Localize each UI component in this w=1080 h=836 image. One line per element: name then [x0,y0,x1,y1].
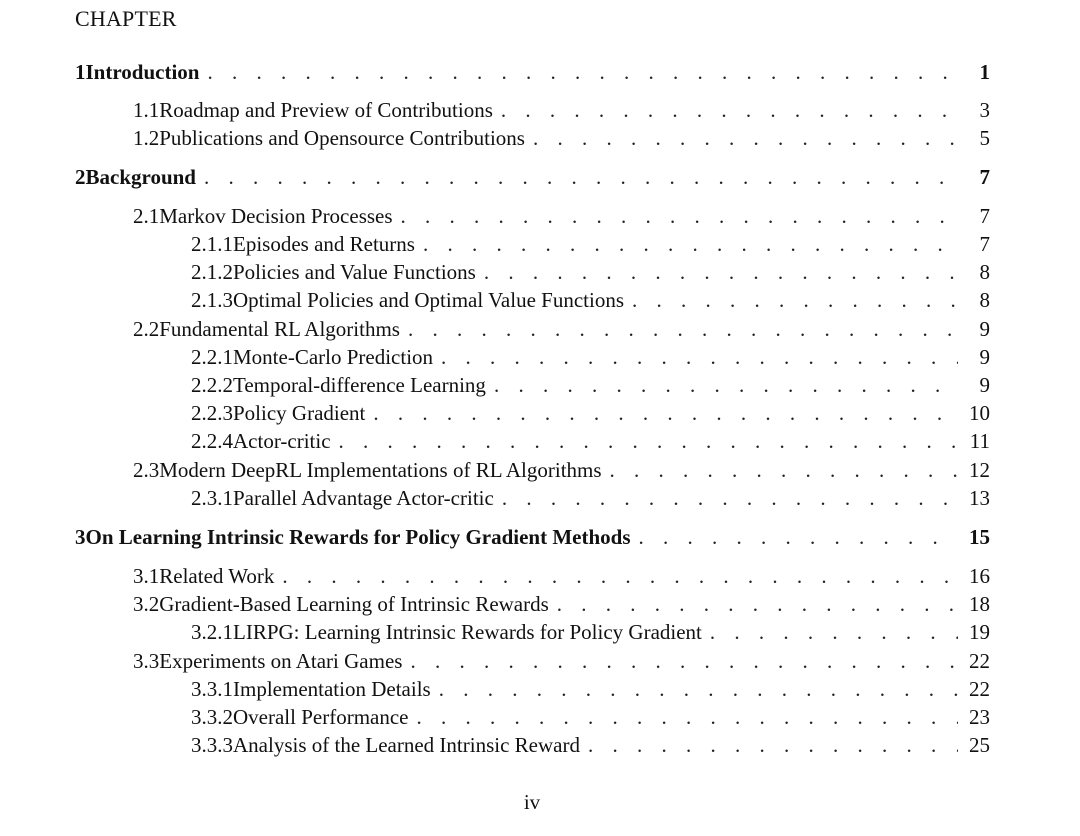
toc-subsection-entry[interactable] [191,343,990,371]
toc-entry-title: Analysis of the Learned Intrinsic Reward [233,733,580,757]
toc-entry-page: 25 [969,733,990,757]
toc-entry-page: 22 [969,649,990,673]
toc-subsection-entry[interactable] [191,258,990,286]
toc-section-entry[interactable] [133,96,990,124]
toc-entry-title: Parallel Advantage Actor-critic [233,486,494,510]
toc-entry-title: Optimal Policies and Optimal Value Functions [233,288,624,312]
toc-entry-page: 9 [979,317,990,341]
toc-chapter-entry[interactable] [75,58,990,86]
toc-subsection-entry[interactable] [191,703,990,731]
toc-chapter-entry[interactable] [75,523,990,551]
toc-entry-number: 2.2 [133,317,160,341]
toc-entry-page: 15 [969,525,990,549]
toc-entry-number: 2.1 [133,204,160,228]
toc-entry-title: Monte-Carlo Prediction [233,345,434,369]
toc-section-entry[interactable] [133,124,990,152]
toc-entry-title: Roadmap and Preview of Contributions [159,98,493,122]
toc-entry-page: 13 [969,486,990,510]
toc-entry-number: 2.3 [133,458,160,482]
toc-subsection-entry[interactable] [191,399,990,427]
toc-entry-title: Related Work [159,564,275,588]
toc-entry-title: Experiments on Atari Games [159,649,403,673]
toc-entry-number: 2.3.1 [191,486,233,510]
toc-section-entry[interactable] [133,590,990,618]
toc-entry-number: 3.3 [133,649,160,673]
toc-entry-title: Policy Gradient [233,401,366,425]
toc-entry-page: 3 [979,98,990,122]
toc-dot-leader [639,523,958,551]
toc-entry-title: Policies and Value Functions [233,260,476,284]
toc-dot-leader [339,427,958,455]
toc-entry-number: 2.1.2 [191,260,233,284]
toc-dot-leader [423,230,958,258]
toc-entry-number: 3 [75,525,86,549]
toc-entry-number: 2.1.1 [191,232,233,256]
toc-entry-page: 7 [979,232,990,256]
toc-chapter-entry[interactable] [75,163,990,191]
toc-entry-number: 2.2.3 [191,401,233,425]
toc-subsection-entry[interactable] [191,484,990,512]
toc-entry-number: 3.3.3 [191,733,233,757]
toc-section-entry[interactable] [133,315,990,343]
toc-dot-leader [484,258,958,286]
page-number: iv [523,790,541,814]
toc-entry-page: 10 [969,401,990,425]
toc-entry-page: 5 [979,126,990,150]
toc-entry-page: 12 [969,458,990,482]
toc-entry-number: 3.2.1 [191,620,233,644]
toc-dot-leader [494,371,958,399]
toc-section-entry[interactable] [133,456,990,484]
toc-entry-title: Background [85,165,196,189]
toc-subsection-entry[interactable] [191,286,990,314]
toc-entry-title: On Learning Intrinsic Rewards for Policy Gradient Methods [85,525,631,549]
toc-entry-title: Overall Performance [233,705,409,729]
toc-dot-leader [204,163,958,191]
toc-entry-number: 1 [75,60,86,84]
toc-dot-leader [439,675,958,703]
toc-dot-leader [557,590,958,618]
toc-entry-number: 2.2.2 [191,373,233,397]
toc-entry-page: 19 [969,620,990,644]
toc-entry-page: 8 [979,288,990,312]
toc-entry-title: Gradient-Based Learning of Intrinsic Rewards [159,592,549,616]
toc-dot-leader [710,618,958,646]
toc-entry-title: Publications and Opensource Contributions [159,126,525,150]
toc-entry-title: Modern DeepRL Implementations of RL Algorithms [159,458,602,482]
toc-subsection-entry[interactable] [191,230,990,258]
toc-dot-leader [408,315,958,343]
toc-subsection-entry[interactable] [191,427,990,455]
toc-section-entry[interactable] [133,562,990,590]
toc-entry-page: 7 [979,165,990,189]
toc-dot-leader [533,124,958,152]
toc-entry-page: 18 [969,592,990,616]
toc-entry-page: 8 [979,260,990,284]
toc-entry-number: 3.2 [133,592,160,616]
toc-entry-number: 2 [75,165,86,189]
toc-entry-page: 22 [969,677,990,701]
toc-entry-page: 11 [969,429,990,453]
toc-entry-number: 2.2.4 [191,429,233,453]
toc-dot-leader [373,399,958,427]
toc-dot-leader [207,58,958,86]
toc-entry-title: Temporal-difference Learning [233,373,486,397]
toc-entry-number: 2.2.1 [191,345,233,369]
toc-dot-leader [501,96,958,124]
toc-entry-number: 1.1 [133,98,160,122]
toc-entry-number: 2.1.3 [191,288,233,312]
toc-entry-page: 16 [969,564,990,588]
toc-entry-title: Implementation Details [233,677,431,701]
toc-subsection-entry[interactable] [191,618,990,646]
toc-dot-leader [588,731,958,759]
toc-entry-page: 9 [979,373,990,397]
toc-entry-number: 1.2 [133,126,160,150]
toc-entry-page: 9 [979,345,990,369]
toc-section-entry[interactable] [133,202,990,230]
toc-subsection-entry[interactable] [191,731,990,759]
toc-dot-leader [417,703,959,731]
toc-entry-page: 7 [979,204,990,228]
toc-entry-title: Actor-critic [233,429,331,453]
toc-dot-leader [632,286,958,314]
toc-entry-title: Fundamental RL Algorithms [159,317,400,341]
toc-dot-leader [401,202,958,230]
toc-entry-title: Episodes and Returns [233,232,415,256]
toc-entry-number: 3.3.2 [191,705,233,729]
toc-subsection-entry[interactable] [191,371,990,399]
toc-entry-title: Markov Decision Processes [159,204,393,228]
toc-dot-leader [610,456,958,484]
toc-entry-page: 23 [969,705,990,729]
toc-entry-title: Introduction [85,60,200,84]
toc-section-entry[interactable] [133,647,990,675]
toc-dot-leader [410,647,958,675]
toc-entry-number: 3.3.1 [191,677,233,701]
toc-entry-title: LIRPG: Learning Intrinsic Rewards for Policy Gradient [233,620,702,644]
toc-dot-leader [441,343,958,371]
toc-subsection-entry[interactable] [191,675,990,703]
chapter-column-heading: CHAPTER [75,6,177,31]
toc-dot-leader [502,484,958,512]
toc-entry-number: 3.1 [133,564,160,588]
toc-entry-page: 1 [979,60,990,84]
toc-dot-leader [282,562,958,590]
